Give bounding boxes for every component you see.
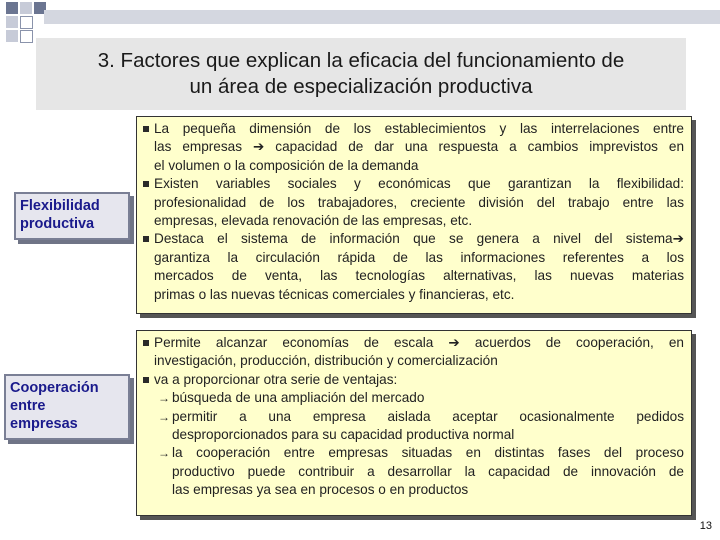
text-line [154,157,684,175]
bullet-square-icon [143,181,149,187]
label-flexibilidad [14,192,130,240]
text-line [154,120,684,138]
text-line [154,463,684,481]
line-text: empresas, elevada renovación de las empresas, etc. [154,212,473,228]
text-line [154,352,684,370]
line-text: Existen variables sociales y económicas que garantizan la flexibilidad: [154,176,684,192]
header-bar [44,10,720,24]
line-text: desproporcionados para su capacidad productiva normal [172,426,515,442]
line-text: primas o las nuevas técnicas comerciales y financieras, etc. [154,286,515,302]
line-text: productivo puede contribuir a desarrollar la capacidad de innovación de [172,463,684,479]
decor-square [20,16,33,29]
arrow-right-icon: → [158,446,170,461]
line-text: el volumen o la composición de la demanda [154,157,419,173]
text-line [154,194,684,212]
arrow-right-icon: → [158,391,170,406]
line-text: la cooperación entre empresas situadas en distintas fases del proceso [172,445,684,461]
decor-square [6,30,18,42]
bullet-square-icon [143,236,149,242]
line-text: las empresas ➔ capacidad de dar una respuesta a cambios imprevistos en [154,139,684,155]
title-line-1: 3. Factores que explican la eficacia del funcionamiento de [97,49,625,72]
text-line [154,481,684,499]
text-line [154,286,684,304]
text-line [154,426,684,444]
text-line [154,389,684,407]
line-text: va a proporcionar otra serie de ventajas: [154,371,398,387]
decor-square [20,30,33,43]
decor-square [6,2,18,14]
line-text: investigación, producción, distribución y comercialización [154,353,498,369]
text-line [154,212,684,230]
slide-title [36,48,686,100]
text-line [154,230,684,248]
bullet-square-icon [143,126,149,132]
label-line: entre [10,398,46,414]
arrow-right-icon: → [158,409,170,424]
line-text: Destaca el sistema de información que se genera a nivel del sistema➔ [154,231,684,247]
line-text: permitir a una empresa aislada aceptar ocasionalmente pedidos [172,408,684,424]
decor-square [20,2,32,14]
line-text: búsqueda de una ampliación del mercado [172,390,425,406]
line-text: las empresas ya sea en procesos o en productos [172,482,469,498]
text-line [154,371,684,389]
text-line [154,334,684,352]
bullet-square-icon [143,340,149,346]
line-text: Permite alcanzar economías de escala ➔ acuerdos de cooperación, en [154,335,684,350]
label-line: Flexibilidad [20,198,100,214]
content-cooperacion [154,334,684,500]
text-line [154,249,684,267]
text-line [154,175,684,193]
label-cooperacion [4,374,130,440]
line-text: garantiza la circulación rápida de las informaciones referentes a los [154,249,684,265]
text-line [154,267,684,285]
page-number: 13 [699,520,712,532]
label-line: productiva [20,216,95,232]
line-text: profesionalidad de los trabajadores, creciente división del trabajo entre las [154,194,684,210]
label-line: Cooperación [10,380,99,396]
line-text: La pequeña dimensión de los establecimientos y las interrelaciones entre [154,121,684,136]
line-text: mercados de venta, las tecnologías alternativas, las nuevas materias [154,268,684,284]
text-line [154,138,684,156]
bullet-square-icon [143,377,149,383]
text-line [154,444,684,462]
content-flexibilidad [154,120,684,304]
label-line: empresas [10,416,78,432]
text-line [154,408,684,426]
decor-square [6,16,18,28]
title-line-2: un área de especialización productiva [189,75,533,98]
